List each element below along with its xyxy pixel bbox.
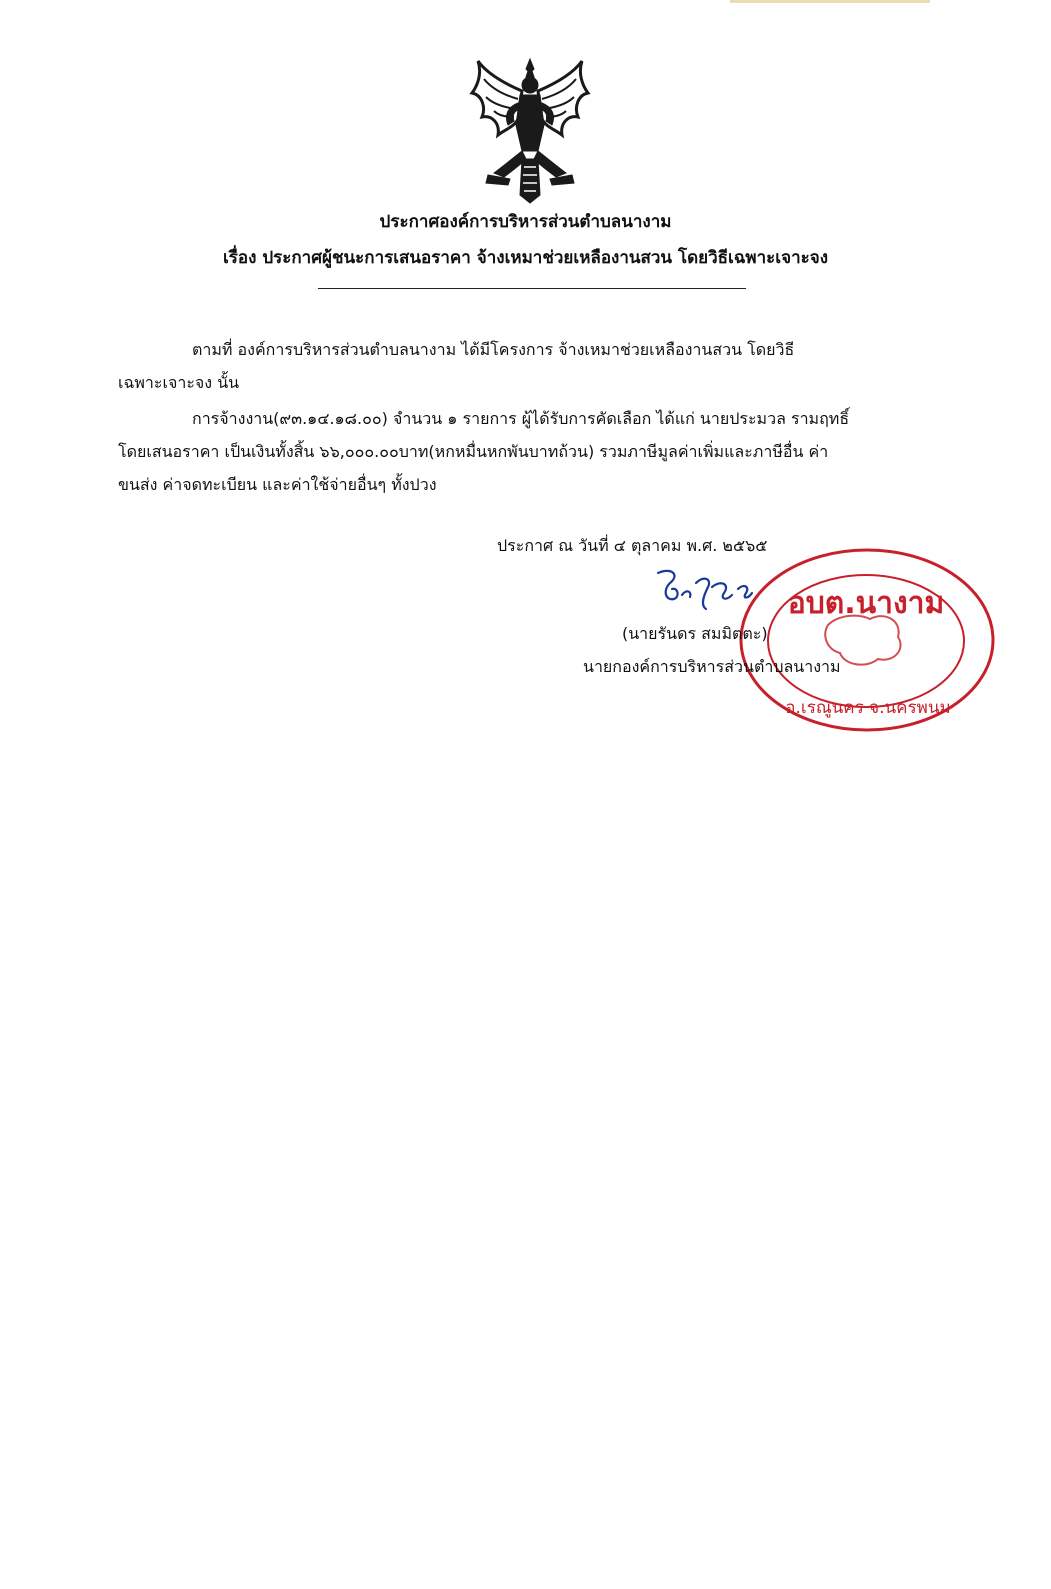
official-stamp-icon — [738, 545, 996, 735]
page-edge-mark — [730, 0, 930, 3]
paragraph-1-line-2: เฉพาะเจาะจง นั้น — [118, 373, 240, 392]
stamp-bottom-text: อ.เรณูนคร จ.นครพนม — [785, 698, 951, 718]
announcement-title: ประกาศองค์การบริหารส่วนตำบลนางาม — [379, 212, 672, 232]
stamp-top-text: อบต.นางาม — [787, 586, 945, 621]
signatory-name: (นายรันดร สมมิตตะ) — [622, 624, 768, 643]
signatory-position: นายกองค์การบริหารส่วนตำบลนางาม — [583, 657, 841, 676]
header-divider — [318, 288, 746, 289]
paragraph-2-line-1: การจ้างงาน(๙๓.๑๔.๑๘.๐๐) จำนวน ๑ รายการ ผู้ได้รับการคัดเลือก ได้แก่ นายประมวล รามฤทธิ์ — [192, 409, 850, 428]
announcement-subject: เรื่อง ประกาศผู้ชนะการเสนอราคา จ้างเหมาช่วยเหลืองานสวน โดยวิธีเฉพาะเจาะจง — [222, 248, 829, 268]
garuda-emblem-icon — [468, 55, 592, 205]
paragraph-1-line-1: ตามที่ องค์การบริหารส่วนตำบลนางาม ได้มีโครงการ จ้างเหมาช่วยเหลืองานสวน โดยวิธี — [192, 340, 795, 359]
announcement-date: ประกาศ ณ วันที่ ๔ ตุลาคม พ.ศ. ๒๕๖๕ — [497, 536, 768, 555]
handwritten-signature — [650, 565, 770, 625]
paragraph-2-line-2: โดยเสนอราคา เป็นเงินทั้งสิ้น ๖๖,๐๐๐.๐๐บาท(หกหมื่นหกพันบาทถ้วน) รวมภาษีมูลค่าเพิ่มและภาษีอื่น ค่า — [118, 442, 829, 461]
paragraph-2-line-3: ขนส่ง ค่าจดทะเบียน และค่าใช้จ่ายอื่นๆ ทั้งปวง — [118, 475, 437, 494]
